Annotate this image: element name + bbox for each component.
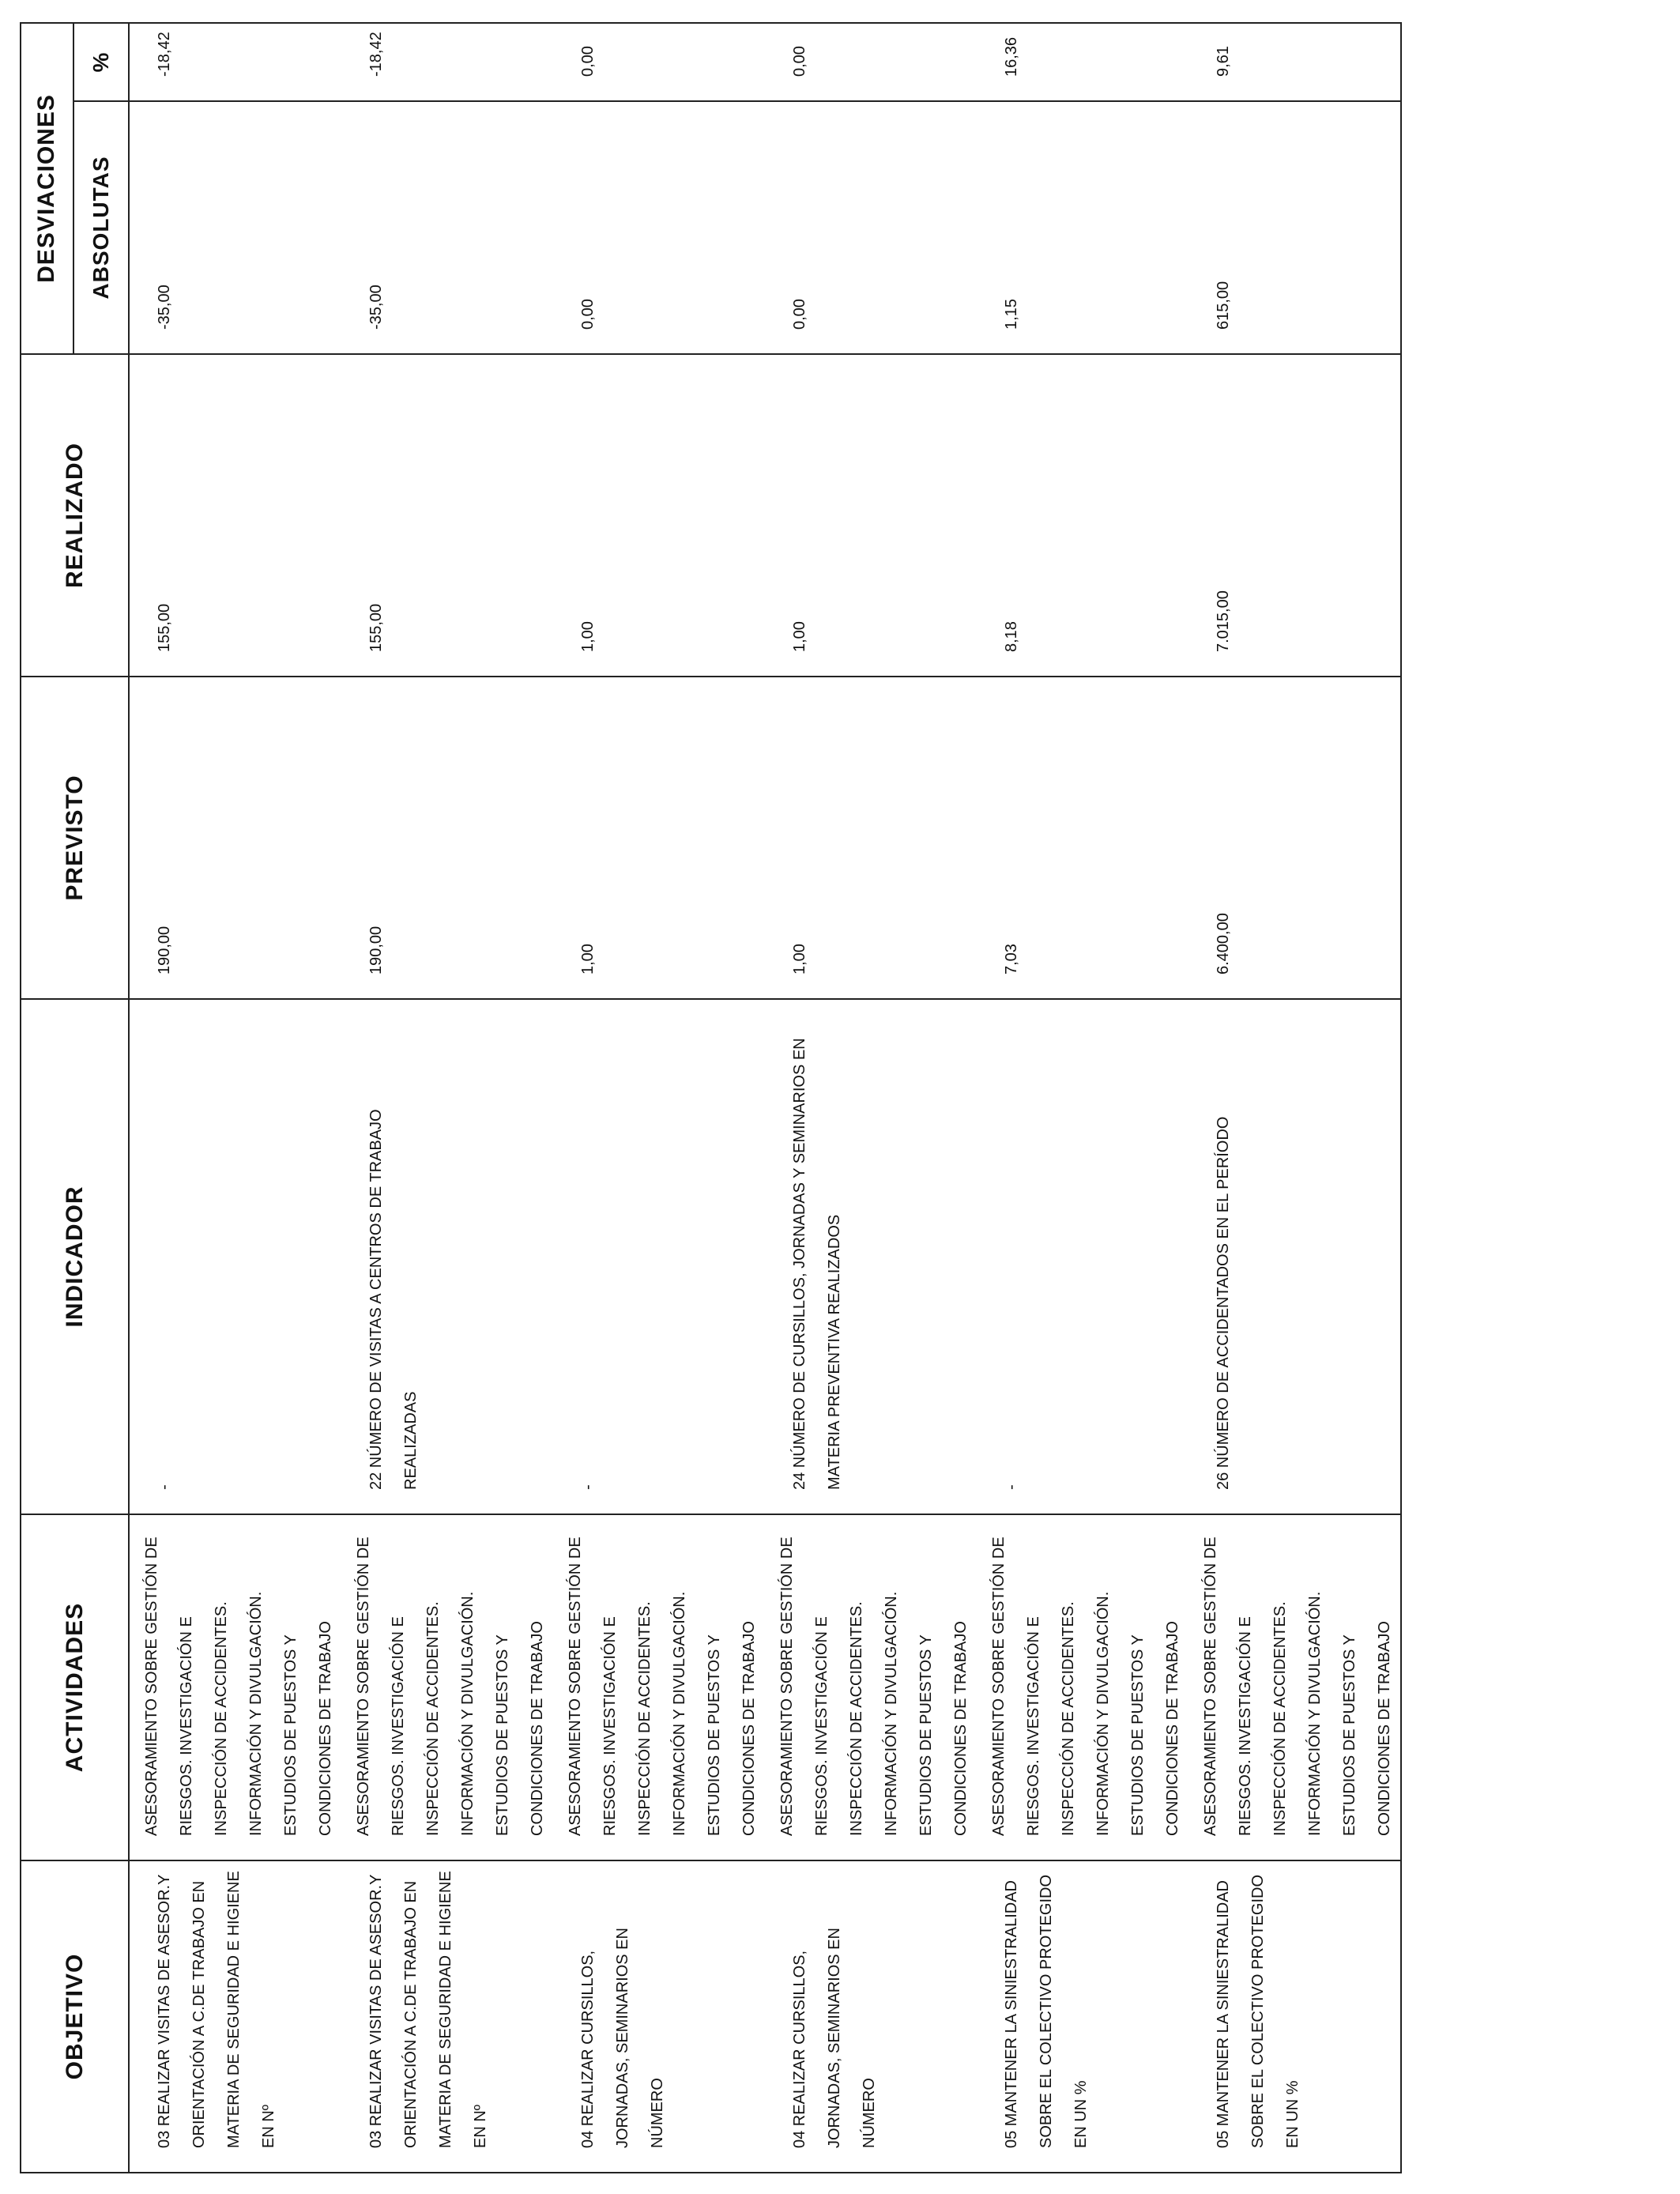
table-row — [130, 1000, 341, 1514]
table-row — [341, 355, 553, 676]
table-row — [341, 1861, 553, 2172]
table-row — [130, 355, 341, 676]
table-row — [1188, 102, 1400, 353]
indicador-cell: 22 NÚMERO DE VISITAS A CENTROS DE TRABAJO REALIZADAS — [367, 1109, 420, 1490]
realizado-value: 1,00 — [579, 621, 597, 652]
header-absolutas: ABSOLUTAS — [73, 101, 129, 354]
porcentaje-value: 0,00 — [791, 46, 808, 77]
table-row — [130, 1515, 341, 1860]
table-row — [341, 102, 553, 353]
absolutas-value: -35,00 — [156, 285, 173, 330]
rotated-report-page — [20, 24, 1400, 2173]
indicador-cell: - — [1003, 1484, 1020, 1490]
header-realizado: REALIZADO — [21, 354, 129, 677]
actividades-cell: ASESORAMIENTO SOBRE GESTIÓN DE RIESGOS. INVESTIGACIÓN E INSPECCIÓN DE ACCIDENTES. INFORMACIÓN Y DIVULGACIÓN. ESTUDIOS DE PUESTOS Y CONDICIONES DE TRABAJO — [143, 1536, 334, 1836]
actividades-cell: ASESORAMIENTO SOBRE GESTIÓN DE RIESGOS. INVESTIGACIÓN E INSPECCIÓN DE ACCIDENTES. INFORMACIÓN Y DIVULGACIÓN. ESTUDIOS DE PUESTOS Y CONDICIONES DE TRABAJO — [1202, 1536, 1393, 1836]
header-objetivo: OBJETIVO — [21, 1860, 129, 2173]
objetivo-cell: 03 REALIZAR VISITAS DE ASESOR.Y ORIENTACIÓN A C.DE TRABAJO EN MATERIA DE SEGURIDAD E HIGIENE EN Nº — [156, 1871, 277, 2148]
realizado-value: 1,00 — [791, 621, 808, 652]
header-desviaciones: DESVIACIONES — [21, 23, 73, 354]
table-row — [977, 102, 1188, 353]
table-row — [765, 1000, 977, 1514]
column-previsto — [129, 677, 1401, 999]
indicador-cell: 26 NÚMERO DE ACCIDENTADOS EN EL PERÍODO — [1215, 1116, 1232, 1490]
indicador-cell: - — [579, 1484, 597, 1490]
absolutas-value: 0,00 — [579, 299, 597, 330]
table-row — [977, 1861, 1188, 2172]
table-row — [341, 24, 553, 100]
objetivo-cell: 05 MANTENER LA SINIESTRALIDAD SOBRE EL COLECTIVO PROTEGIDO EN UN % — [1003, 1875, 1090, 2148]
realizado-value: 155,00 — [367, 603, 385, 652]
previsto-value: 190,00 — [156, 925, 173, 974]
realizado-value: 7.015,00 — [1215, 590, 1232, 652]
table-row — [553, 102, 765, 353]
porcentaje-value: 9,61 — [1215, 46, 1232, 77]
table-row — [341, 1515, 553, 1860]
table-row — [1188, 355, 1400, 676]
table-row — [765, 355, 977, 676]
table-row — [977, 1000, 1188, 1514]
realizado-value: 155,00 — [156, 603, 173, 652]
objetivo-cell: 03 REALIZAR VISITAS DE ASESOR.Y ORIENTACIÓN A C.DE TRABAJO EN MATERIA DE SEGURIDAD E HIGIENE EN Nº — [367, 1871, 489, 2148]
table-row — [130, 102, 341, 353]
indicador-cell: - — [156, 1484, 173, 1490]
objetivo-cell: 04 REALIZAR CURSILLOS, JORNADAS, SEMINARIOS EN NÚMERO — [791, 1928, 878, 2148]
header-previsto: PREVISTO — [21, 677, 129, 999]
table-row — [553, 24, 765, 100]
table-row — [553, 1515, 765, 1860]
column-absolutas — [129, 101, 1401, 354]
table-row — [977, 355, 1188, 676]
column-indicador — [129, 999, 1401, 1514]
table-row — [765, 102, 977, 353]
absolutas-value: -35,00 — [367, 285, 385, 330]
table-row — [1188, 24, 1400, 100]
absolutas-value: 0,00 — [791, 299, 808, 330]
table-row — [553, 1861, 765, 2172]
table-row — [977, 1515, 1188, 1860]
previsto-value: 1,00 — [579, 944, 597, 974]
objectives-table — [20, 22, 1402, 2173]
column-actividades — [129, 1514, 1401, 1860]
table-row — [553, 1000, 765, 1514]
previsto-value: 190,00 — [367, 925, 385, 974]
table-row — [553, 677, 765, 998]
table-row — [130, 24, 341, 100]
porcentaje-value: -18,42 — [156, 32, 173, 77]
previsto-value: 1,00 — [791, 944, 808, 974]
actividades-cell: ASESORAMIENTO SOBRE GESTIÓN DE RIESGOS. INVESTIGACIÓN E INSPECCIÓN DE ACCIDENTES. INFORMACIÓN Y DIVULGACIÓN. ESTUDIOS DE PUESTOS Y CONDICIONES DE TRABAJO — [778, 1536, 970, 1836]
table-row — [765, 1861, 977, 2172]
table-row — [977, 24, 1188, 100]
table-row — [1188, 1861, 1400, 2172]
actividades-cell: ASESORAMIENTO SOBRE GESTIÓN DE RIESGOS. INVESTIGACIÓN E INSPECCIÓN DE ACCIDENTES. INFORMACIÓN Y DIVULGACIÓN. ESTUDIOS DE PUESTOS Y CONDICIONES DE TRABAJO — [990, 1536, 1181, 1836]
table-row — [765, 1515, 977, 1860]
table-row — [130, 677, 341, 998]
column-porcentaje — [129, 23, 1401, 101]
table-row — [130, 1861, 341, 2172]
table-row — [977, 677, 1188, 998]
table-row — [341, 1000, 553, 1514]
porcentaje-value: 0,00 — [579, 46, 597, 77]
header-indicador: INDICADOR — [21, 999, 129, 1514]
table-row — [341, 677, 553, 998]
header-porcentaje: % — [73, 23, 129, 101]
porcentaje-value: 16,36 — [1003, 36, 1020, 77]
column-objetivo — [129, 1860, 1401, 2173]
objetivo-cell: 05 MANTENER LA SINIESTRALIDAD SOBRE EL COLECTIVO PROTEGIDO EN UN % — [1215, 1875, 1301, 2148]
absolutas-value: 1,15 — [1003, 299, 1020, 330]
actividades-cell: ASESORAMIENTO SOBRE GESTIÓN DE RIESGOS. INVESTIGACIÓN E INSPECCIÓN DE ACCIDENTES. INFORMACIÓN Y DIVULGACIÓN. ESTUDIOS DE PUESTOS Y CONDICIONES DE TRABAJO — [567, 1536, 758, 1836]
table-row — [1188, 677, 1400, 998]
table-row — [1188, 1515, 1400, 1860]
table-row — [765, 24, 977, 100]
table-row — [765, 677, 977, 998]
table-row — [1188, 1000, 1400, 1514]
actividades-cell: ASESORAMIENTO SOBRE GESTIÓN DE RIESGOS. INVESTIGACIÓN E INSPECCIÓN DE ACCIDENTES. INFORMACIÓN Y DIVULGACIÓN. ESTUDIOS DE PUESTOS Y CONDICIONES DE TRABAJO — [355, 1536, 546, 1836]
table-row — [553, 355, 765, 676]
objetivo-cell: 04 REALIZAR CURSILLOS, JORNADAS, SEMINARIOS EN NÚMERO — [579, 1928, 666, 2148]
realizado-value: 8,18 — [1003, 621, 1020, 652]
header-actividades: ACTIVIDADES — [21, 1514, 129, 1860]
absolutas-value: 615,00 — [1215, 281, 1232, 330]
column-realizado — [129, 354, 1401, 677]
previsto-value: 6.400,00 — [1215, 913, 1232, 974]
previsto-value: 7,03 — [1003, 944, 1020, 974]
indicador-cell: 24 NÚMERO DE CURSILLOS, JORNADAS Y SEMINARIOS EN MATERIA PREVENTIVA REALIZADOS — [791, 1038, 843, 1490]
porcentaje-value: -18,42 — [367, 32, 385, 77]
